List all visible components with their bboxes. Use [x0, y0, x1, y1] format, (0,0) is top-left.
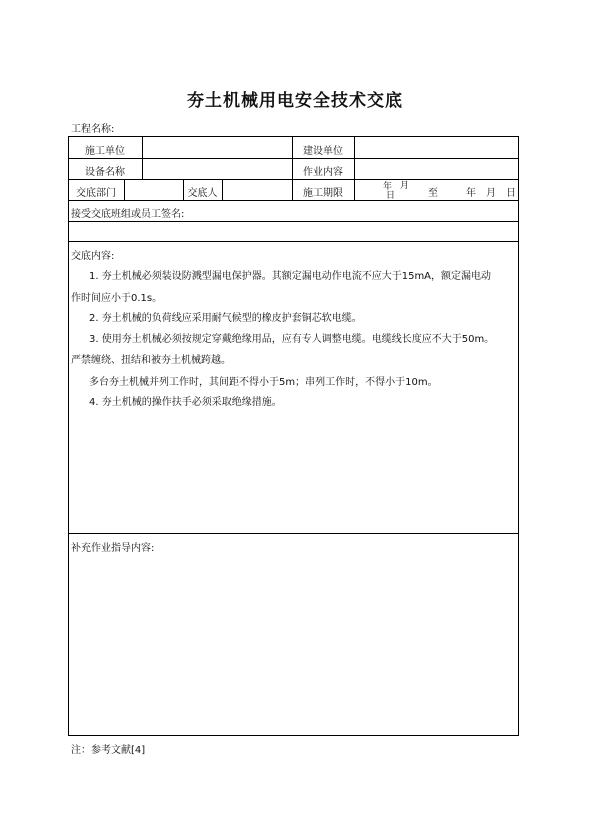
row-divider-1	[68, 158, 519, 159]
col-divider-d	[124, 179, 125, 200]
start-year-label: 年	[383, 182, 393, 192]
content-line-1: 1. 夯土机械必须装设防溅型漏电保护器。其额定漏电动作电流不应大于15mA，额定漏电动	[89, 271, 492, 282]
project-name-label: 工程名称:	[71, 124, 115, 135]
col-divider-a	[142, 136, 143, 179]
work-content-label: 作业内容	[303, 167, 343, 178]
supplement-field[interactable]	[71, 556, 515, 732]
end-year-label: 年	[466, 188, 476, 199]
content-line-3: 2. 夯土机械的负荷线应采用耐气候型的橡皮护套铜芯软电缆。	[89, 313, 362, 324]
col-divider-f	[222, 179, 223, 200]
row-divider-3	[68, 200, 519, 201]
construction-unit-label: 施工单位	[85, 146, 125, 157]
end-month-label: 月	[486, 188, 496, 199]
content-line-2: 作时间应小于0.1s。	[71, 293, 163, 304]
content-line-7: 4. 夯土机械的操作扶手必须采取绝缘措施。	[89, 397, 282, 408]
reference-note: 注：参考文献[4]	[71, 745, 146, 756]
row-divider-6	[68, 533, 519, 534]
signature-field[interactable]	[71, 224, 515, 239]
end-day-label: 日	[506, 188, 516, 199]
row-divider-5	[68, 241, 519, 242]
row-divider-4	[68, 221, 519, 222]
col-divider-c	[354, 136, 355, 200]
page-title: 夯土机械用电安全技术交底	[187, 91, 403, 111]
start-day-label: 日	[386, 191, 396, 201]
build-unit-label: 建设单位	[303, 146, 343, 157]
supplement-label: 补充作业指导内容:	[71, 543, 155, 554]
signature-label: 接受交底班组或员工签名:	[71, 209, 185, 220]
content-label: 交底内容:	[71, 251, 115, 262]
row-divider-2	[68, 179, 519, 180]
start-month-label: 月	[400, 181, 410, 191]
department-label: 交底部门	[76, 188, 116, 199]
period-to-label: 至	[428, 188, 438, 199]
content-line-6: 多台夯土机械并列工作时，其间距不得小于5m；串列工作时，不得小于10m。	[89, 377, 438, 388]
period-label: 施工期限	[303, 188, 343, 199]
content-line-4: 3. 使用夯土机械必须按规定穿戴绝缘用品，应有专人调整电缆。电缆线长度应不大于50m。	[89, 334, 495, 345]
content-line-5: 严禁缠绕、扭结和被夯土机械跨越。	[71, 355, 231, 366]
equipment-name-label: 设备名称	[85, 167, 125, 178]
person-label: 交底人	[187, 188, 218, 199]
